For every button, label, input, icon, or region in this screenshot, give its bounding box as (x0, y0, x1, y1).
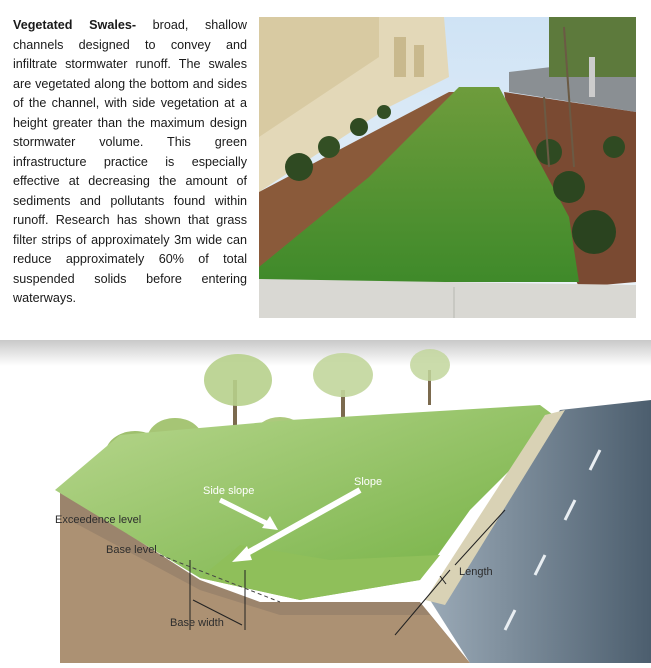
description-paragraph (13, 16, 247, 309)
length-label: Length (459, 566, 493, 578)
description-body: broad, shallow channels designed to convey and infiltrate stormwater runoff. The swales are vegetated along the bottom and sides of the channel, with side vegetation at a height greater than the maximum design stormwater volume. This green infrastructure practice is especially effective at decreasing the amount of sediments and pollutants found within runoff. Research has shown that grass filter strips of approximately 3m wide can reduce approximately 60% of total suspended solids before entering waterways. (13, 18, 247, 305)
swale-photo (259, 17, 636, 318)
exceedence-level-label: Exceedence level (55, 514, 142, 526)
diagram-illustration (0, 340, 651, 663)
base-width-label: Base width (170, 617, 224, 629)
slope-label: Slope (354, 476, 383, 488)
base-level-label: Base level (106, 544, 157, 556)
swale-diagram (0, 340, 651, 663)
side-slope-label: Side slope (203, 485, 255, 497)
heading: Vegetated Swales- (13, 18, 137, 32)
